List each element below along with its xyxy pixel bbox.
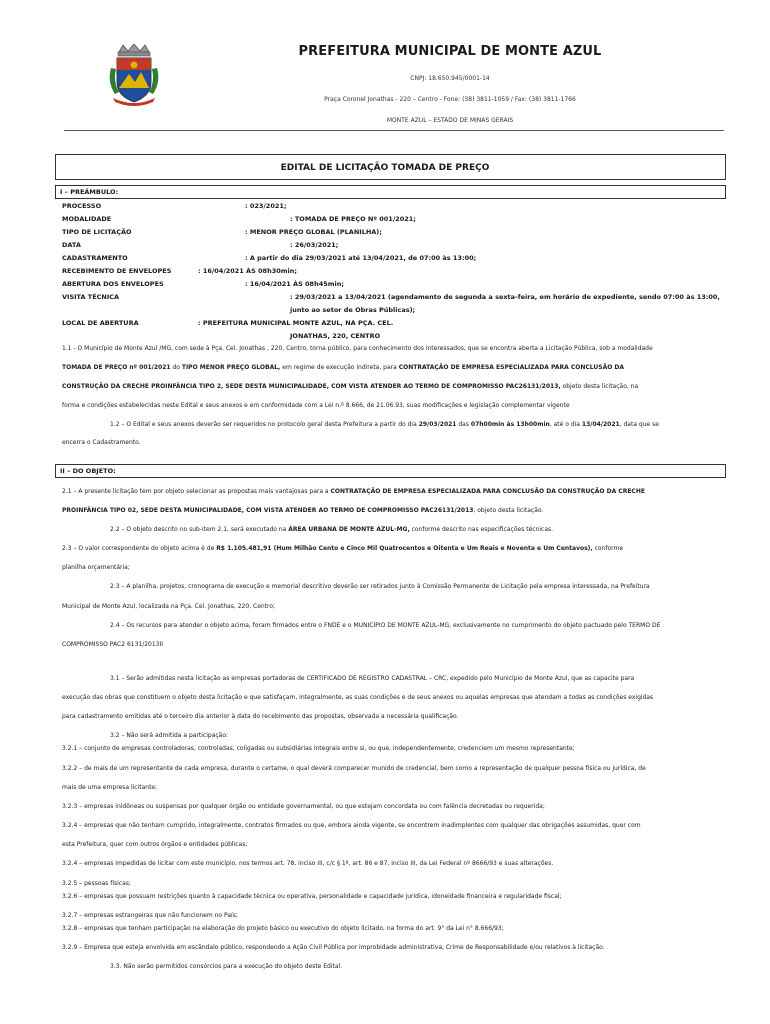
paragraph: PROINFÂNCIA TIPO 02, SEDE DESTA MUNICIPALIDADE, COM VISTA ATENDER AO TERMO DE COMPROMISSO PAC26131/2013, objeto desta licitação.: [62, 507, 544, 514]
preamble-value: : 023/2021;: [245, 202, 287, 210]
preamble-label: ABERTURA DOS ENVELOPES: [62, 280, 164, 288]
paragraph: 3.2.3 – empresas inidôneas ou suspensas por qualquer órgão ou entidade governamental, ou que estejam concordata ou com falência decretadas ou requerida;: [62, 803, 545, 810]
paragraph: 1.1 - O Município de Monte Azul /MG, com sede à Pça. Cel. Jonathas , 220, Centro, torna público, para conhecimento dos interessados, que se encontra aberta a Licitação Pública, sob a modalidade: [62, 345, 653, 352]
paragraph: 3.1 – Serão admitidas nesta licitação as empresas portadoras de CERTIFICADO DE REGISTRO CADASTRAL – CRC, expedido pelo Município de Monte Azul, que as capacite para: [110, 675, 635, 682]
header-divider: [64, 130, 724, 131]
paragraph: 3.2.5 – pessoas físicas;: [62, 880, 131, 887]
paragraph: para cadastramento emitidas até o terceiro dia anterior à data do recebimento das propostas, observada a necessária qualificação.: [62, 713, 459, 720]
preamble-label: DATA: [62, 241, 81, 249]
edital-title: EDITAL DE LICITAÇÃO TOMADA DE PREÇO: [280, 163, 490, 173]
paragraph: execução das obras que constituem o objeto desta licitação e que satisfaçam, integralmente, as suas condições e de seus anexos ou aquelas empresas que atendam a todas as condições exigidas: [62, 694, 654, 701]
paragraph: 2.3 – A planilha, projetos, cronograma de execução e memorial descritivo deverão ser retirados junto à Comissão Permanente de Licitação pela empresa interessada, na Prefeitura: [110, 583, 650, 590]
paragraph: 3.2 – Não será admitida a participação:: [110, 732, 229, 739]
preamble-value: : MENOR PREÇO GLOBAL (PLANILHA);: [245, 228, 382, 236]
paragraph: 3.2.2 – de mais de um representante de cada empresa, durante o certame, o qual deverá comparecer munido de credencial, bem como a representação de qualquer pessoa física ou jurídica, de: [62, 765, 646, 772]
paragraph: 3.2.4 – empresas que não tenham cumprido, integralmente, contratos firmados ou que, embora ainda vigente, se encontrem inadimplentes com qualquer das obrigações assumidas, quer com: [62, 822, 641, 829]
paragraph: 2.2 – O objeto descrito no sub-item 2.1, será executado na ÁREA URBANA DE MONTE AZUL-MG, conforme descrito nas especificações técnicas.: [110, 526, 554, 533]
paragraph: 3.2.7 – empresas estrangeiras que não funcionem no País;: [62, 912, 238, 919]
preamble-label: MODALIDADE: [62, 215, 112, 223]
header-cnpj: CNPJ: 18.650.945/0001-14: [410, 75, 490, 82]
paragraph: 2.4 – Os recursos para atender o objeto acima, foram firmados entre o FNDE e o MUNICÍPIO DE MONTE AZUL-MG, exclusivamente no cumprimento do objeto pactuado pelo TERMO DE: [110, 622, 661, 629]
paragraph: Municipal de Monte Azul, localizada na Pça. Cel. Jonathas, 220, Centro;: [62, 603, 276, 610]
paragraph: 3.2.4 – empresas impedidas de licitar com este município, nos termos art. 78, inciso III, c/c § 1º, art. 86 e 87, inciso III, da Lei Federal nº 8666/93 e suas alterações.: [62, 860, 554, 867]
preamble-value: : 16/04/2021 ÀS 08h30min;: [198, 267, 297, 275]
paragraph: 3.2.6 – empresas que possuam restrições quanto à capacidade técnica ou operativa, personalidade e capacidade jurídica, idoneidade financeira e regularidade fiscal;: [62, 893, 562, 900]
paragraph: forma e condições estabelecidas neste Edital e seus anexos e em conformidade com a Lei n.º 8.666, de 21.06.93, suas modificações e legislação complementar vigente: [62, 402, 570, 409]
header-title: PREFEITURA MUNICIPAL DE MONTE AZUL: [298, 44, 602, 59]
preamble-label: VISITA TÉCNICA: [62, 293, 120, 301]
header-address: Praça Coronel Jonathas - 220 – Centro - Fone: (38) 3811-1059 / Fax: (38) 3811-1766: [324, 96, 576, 103]
preamble-label: LOCAL DE ABERTURA: [62, 319, 139, 327]
paragraph: TOMADA DE PREÇO nº 001/2021 do TIPO MENOR PREÇO GLOBAL, em regime de execução indireta, para CONTRATAÇÃO DE EMPRESA ESPECIALIZADA PARA CONCLUSÃO DA: [62, 364, 625, 371]
paragraph: mais de uma empresa licitante;: [62, 784, 158, 791]
paragraph: encerra o Cadastramento.: [62, 439, 141, 446]
paragraph: esta Prefeitura, quer com outros órgãos e entidades públicas;: [62, 841, 248, 848]
preamble-label: CADASTRAMENTO: [62, 254, 128, 262]
preamble-value: : TOMADA DE PREÇO Nº 001/2021;: [290, 215, 416, 223]
preamble-value: : A partir do dia 29/03/2021 até 13/04/2021, de 07:00 às 13:00;: [245, 254, 477, 262]
paragraph: planilha orçamentária;: [62, 564, 130, 571]
preamble-value: : 16/04/2021 ÀS 08h45min;: [245, 280, 344, 288]
preamble-label: RECEBIMENTO DE ENVELOPES: [62, 267, 172, 275]
paragraph: 3.3. Não serão permitidos consórcios para a execução do objeto deste Edital.: [110, 963, 343, 970]
preamble-value: JONATHAS, 220, CENTRO: [290, 332, 381, 340]
paragraph: 2.1 – A presente licitação tem por objeto selecionar as propostas mais vantajosas para a CONTRATAÇÃO DE EMPRESA ESPECIALIZADA PARA CONCLUSÃO DA CONSTRUÇÃO DA CRECHE: [62, 488, 645, 495]
preamble-value: : 26/03/2021;: [290, 241, 339, 249]
header-state: MONTE AZUL – ESTADO DE MINAS GERAIS: [386, 117, 514, 124]
preamble-value: : 29/03/2021 a 13/04/2021 (agendamento de segunda a sexta-feira, em horário de expediente, sendo 07:00 às 13:00,: [290, 293, 720, 301]
preamble-label: TIPO DE LICITAÇÃO: [62, 228, 132, 236]
preamble-value: junto ao setor de Obras Públicas);: [290, 306, 416, 314]
preamble-value: : PREFEITURA MUNICIPAL MONTE AZUL, NA PÇA. CEL.: [198, 319, 394, 327]
section-heading-objeto: II – DO OBJETO:: [55, 464, 726, 478]
paragraph: 3.2.8 – empresas que tenham participação na elaboração do projeto básico ou executivo do objeto licitado, na forma do art. 9° da Lei n° 8.666/93;: [62, 925, 504, 932]
municipal-crest-icon: [105, 42, 163, 108]
paragraph: 3.2.1 – conjunto de empresas controladoras, controladas, coligadas ou subsidiárias integrais entre si, ou que, independentemente, credenciem um mesmo representante;: [62, 745, 575, 752]
paragraph: CONSTRUÇÃO DA CRECHE PROINFÂNCIA TIPO 2, SEDE DESTA MUNICIPALIDADE, COM VISTA ATENDER AO TERMO DE COMPROMISSO PAC26131/2013, objeto desta licitação, na: [62, 383, 639, 390]
paragraph: 2.3 – O valor correspondente do objeto acima é de R$ 1.105.481,91 (Hum Milhão Cento e Cinco Mil Quatrocentos e Oitenta e Um Reais e Noventa e Um Centavos), conforme: [62, 545, 624, 552]
paragraph: 1.2 – O Edital e seus anexos deverão ser requeridos no protocolo geral desta Prefeitura a partir do dia 29/03/2021 das 07h00min às 13h00min, até o dia 13/04/2021, data que se: [110, 421, 659, 428]
paragraph: 3.2.9 – Empresa que esteja envolvida em escândalo público, respondendo a Ação Civil Pública por improbidade administrativa, Crime de Responsabilidade e/ou relativos à licitação.: [62, 944, 605, 951]
preamble-label: PROCESSO: [62, 202, 102, 210]
paragraph: COMPROMISSO PAC2 6131/2013II: [62, 641, 164, 648]
section-heading-preambulo: I – PREÂMBULO:: [55, 185, 726, 199]
